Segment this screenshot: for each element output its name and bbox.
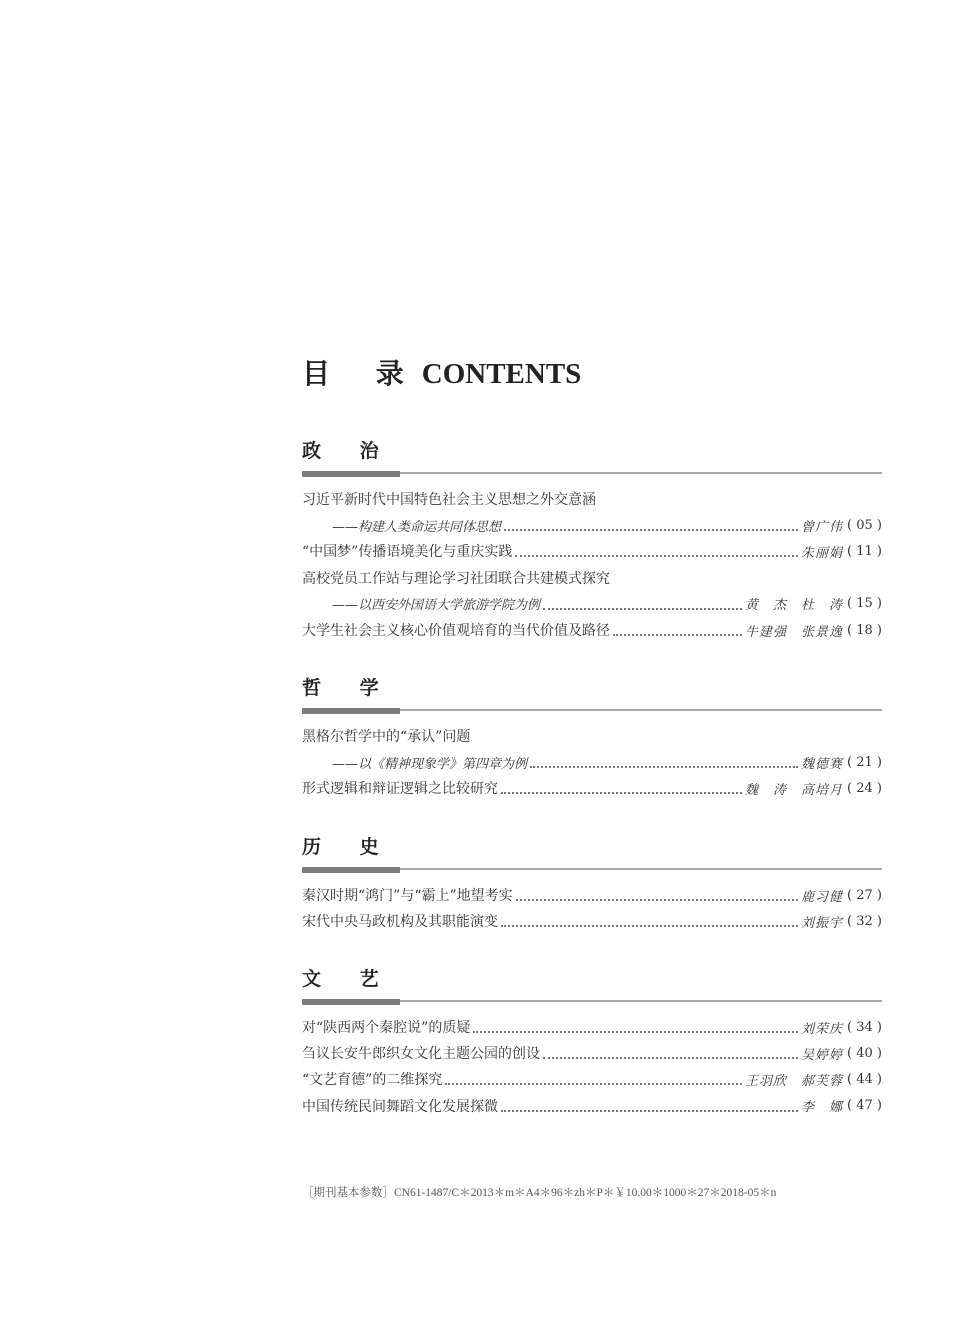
toc-entry[interactable] (302, 565, 882, 591)
toc-entry-subtitle[interactable] (302, 591, 882, 617)
entry-title: 形式逻辑和辩证逻辑之比较研究 (302, 781, 498, 798)
entry-title: “文艺育德”的二维探究 (302, 1072, 443, 1089)
entry-author: 朱丽娟 (801, 545, 844, 561)
entry-title: ——构建人类命运共同体思想 (332, 519, 502, 535)
dot-leader (501, 1110, 798, 1112)
toc-entry[interactable] (302, 1040, 882, 1066)
title-zh: 目 录 (302, 357, 422, 390)
entry-page-number: ( 40 ) (847, 1045, 882, 1061)
section-heading: 历 史 (302, 836, 395, 858)
entry-author: 牛建强 张景逸 (745, 624, 844, 640)
entry-author: 王羽欣 郝芙蓉 (745, 1073, 844, 1089)
dot-leader (516, 899, 798, 901)
toc-entry[interactable] (302, 908, 882, 934)
toc-entry[interactable] (302, 1014, 882, 1040)
entry-author: 刘荣庆 (801, 1021, 844, 1037)
dot-leader (473, 1031, 798, 1033)
section-divider (302, 864, 882, 873)
toc-entry[interactable] (302, 486, 882, 512)
toc-entry[interactable] (302, 1093, 882, 1119)
entry-page-number: ( 27 ) (847, 887, 882, 903)
dot-leader (530, 766, 798, 768)
entry-page-number: ( 11 ) (847, 543, 882, 559)
toc-section (302, 673, 882, 802)
entry-title: “中国梦”传播语境美化与重庆实践 (302, 544, 513, 561)
toc-section (302, 964, 882, 1119)
entry-page-number: ( 47 ) (847, 1098, 882, 1114)
toc-section (302, 832, 882, 934)
dot-leader (501, 792, 742, 794)
toc-section (302, 436, 882, 643)
toc-entry-subtitle[interactable] (302, 512, 882, 538)
page-title (302, 352, 581, 392)
section-divider (302, 705, 882, 714)
entry-author: 魏德赛 (801, 756, 844, 772)
entry-list (302, 723, 882, 802)
section-divider (302, 996, 882, 1005)
entry-title: 黑格尔哲学中的“承认”问题 (302, 729, 471, 746)
entry-title: 高校党员工作站与理论学习社团联合共建模式探究 (302, 570, 610, 587)
entry-title: ——以《精神现象学》第四章为例 (332, 756, 528, 772)
entry-author: 鹿习健 (801, 889, 844, 905)
toc-entry-subtitle[interactable] (302, 749, 882, 775)
entry-title: 刍议长安牛郎织女文化主题公园的创设 (302, 1046, 540, 1063)
entry-author: 黄 杰 杜 涛 (745, 598, 844, 614)
dot-leader (501, 925, 798, 927)
title-en: CONTENTS (421, 358, 582, 390)
section-heading: 文 艺 (302, 968, 395, 990)
entry-page-number: ( 21 ) (847, 754, 882, 770)
entry-title: 宋代中央马政机构及其职能演变 (302, 914, 498, 931)
entry-page-number: ( 24 ) (847, 780, 882, 796)
toc-entry[interactable] (302, 775, 882, 801)
entry-author: 刘振宇 (801, 915, 844, 931)
section-heading: 政 治 (302, 440, 395, 462)
dot-leader (445, 1083, 742, 1085)
entry-page-number: ( 15 ) (847, 596, 882, 612)
entry-list (302, 882, 882, 934)
entry-author: 魏 涛 高培月 (745, 782, 844, 798)
entry-title: 大学生社会主义核心价值观培育的当代价值及路径 (302, 623, 610, 640)
entry-title: ——以西安外国语大学旅游学院为例 (332, 598, 541, 614)
dot-leader (543, 1057, 798, 1059)
journal-parameters-footer: ［期刊基本参数］CN61-1487/C＊2013＊m＊A4＊96＊zh＊P＊￥10.00＊1000＊27＊2018-05＊n (302, 1187, 777, 1199)
entry-list (302, 1014, 882, 1119)
toc-entry[interactable] (302, 617, 882, 643)
entry-title: 秦汉时期“鸿门”与“霸上”地望考实 (302, 888, 513, 905)
dot-leader (515, 555, 798, 557)
entry-author: 李 娜 (801, 1100, 844, 1116)
entry-page-number: ( 18 ) (847, 622, 882, 638)
entry-title: 对“陕西两个秦腔说”的质疑 (302, 1020, 471, 1037)
toc-entry[interactable] (302, 723, 882, 749)
entry-author: 吴婷婷 (801, 1047, 844, 1063)
entry-author: 曾广伟 (801, 519, 844, 535)
entry-page-number: ( 44 ) (847, 1071, 882, 1087)
entry-title: 习近平新时代中国特色社会主义思想之外交意涵 (302, 492, 596, 509)
entry-page-number: ( 05 ) (847, 517, 882, 533)
section-divider (302, 468, 882, 477)
toc-entry[interactable] (302, 882, 882, 908)
dot-leader (543, 608, 742, 610)
dot-leader (504, 529, 798, 531)
toc-entry[interactable] (302, 1066, 882, 1092)
entry-title: 中国传统民间舞蹈文化发展探微 (302, 1098, 498, 1115)
section-heading: 哲 学 (302, 677, 395, 699)
entry-list (302, 486, 882, 643)
dot-leader (613, 634, 742, 636)
entry-page-number: ( 32 ) (847, 913, 882, 929)
toc-entry[interactable] (302, 538, 882, 564)
entry-page-number: ( 34 ) (847, 1019, 882, 1035)
